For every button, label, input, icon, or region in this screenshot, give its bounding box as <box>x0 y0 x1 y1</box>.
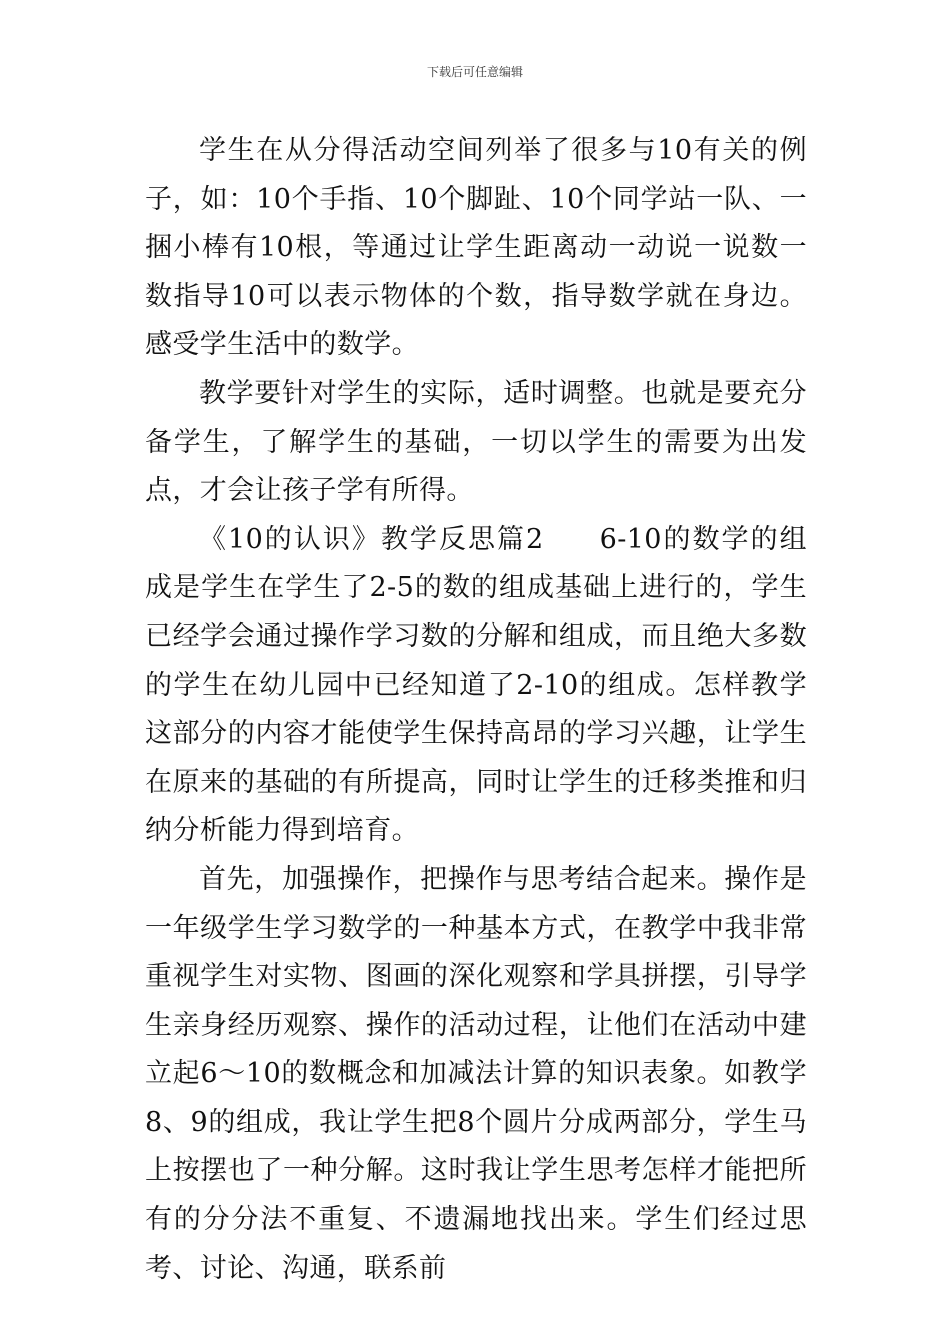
document-body <box>145 127 807 1293</box>
paragraph-operation-and-thinking: 首先，加强操作，把操作与思考结合起来。操作是一年级学生学习数学的一种基本方式，在教学中我非常重视学生对实物、图画的深化观察和学具拼摆，引导学生亲身经历观察、操作的活动过程，让他们在活动中建立起6～10的数概念和加减法计算的知识表象。如教学8、9的组成，我让学生把8个圆片分成两部分，学生马上按摆也了一种分解。这时我让学生思考怎样才能把所有的分分法不重复、不遗漏地找出来。学生们经过思考、讨论、沟通，联系前 <box>145 863 807 1284</box>
paragraph-examples-of-ten: 学生在从分得活动空间列举了很多与10有关的例子，如：10个手指、10个脚趾、10个同学站一队、一捆小棒有10根，等通过让学生距离动一动说一说数一数指导10可以表示物体的个数，指导数学就在身边。感受学生活中的数学。 <box>145 135 807 361</box>
page-header: 下载后可任意编辑 <box>426 65 523 79</box>
paragraph-reflection-2 <box>145 516 807 856</box>
paragraph-number-composition: 6-10的数学的组成是学生在学生了2-5的数的组成基础上进行的，学生已经学会通过操作学习数的分解和组成，而且绝大多数的学生在幼儿园中已经知道了2-10的组成。怎样教学这部分的内容才能使学生保持高昂的学习兴趣，让学生在原来的基础的有所提高，同时让学生的迁移类推和归纳分析能力得到培育。 <box>145 523 807 847</box>
section-heading: 《10的认识》教学反思篇2 <box>199 523 544 555</box>
paragraph-teaching-adjustment: 教学要针对学生的实际，适时调整。也就是要充分备学生，了解学生的基础，一切以学生的需要为出发点，才会让孩子学有所得。 <box>145 377 807 507</box>
